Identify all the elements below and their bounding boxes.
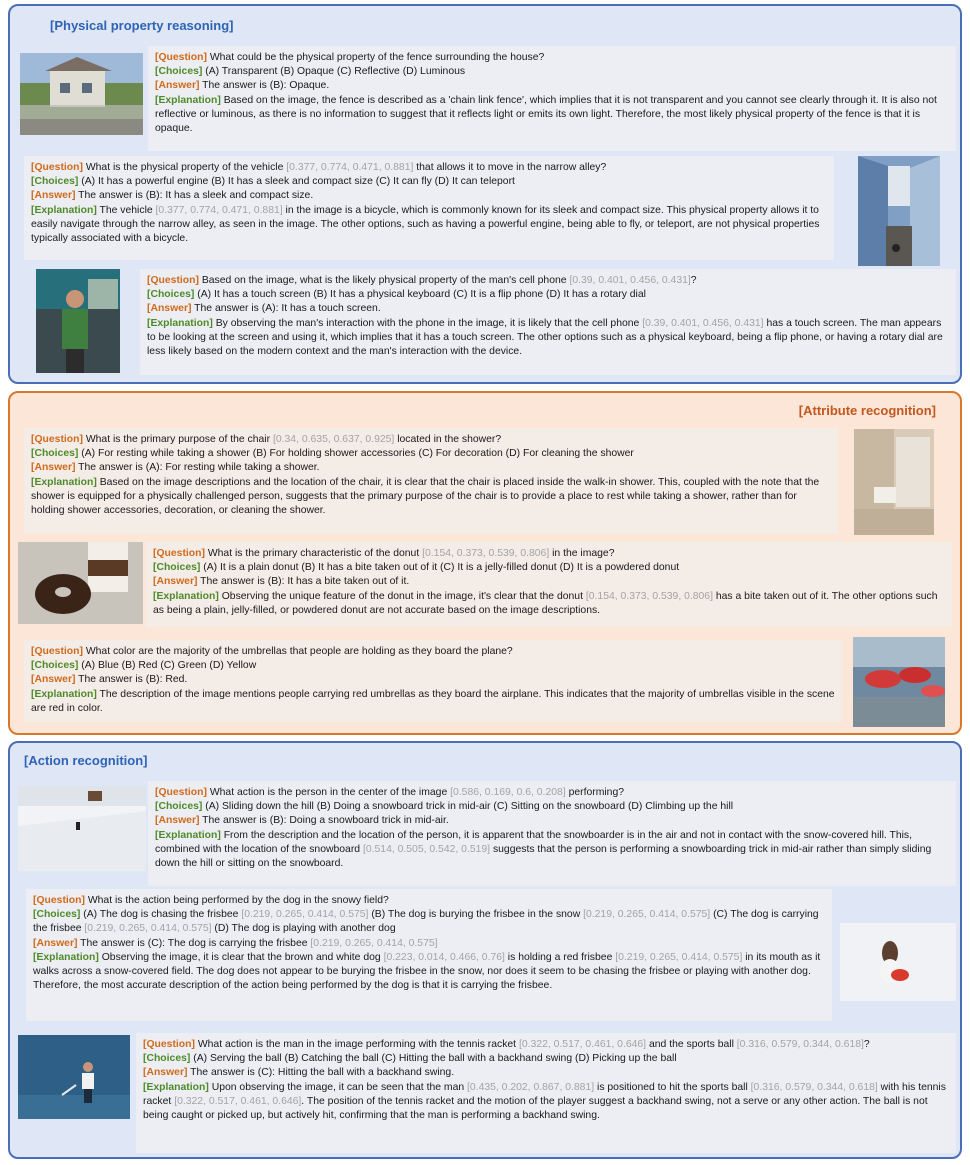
bbox-coords: [0.219, 0.265, 0.414, 0.575]	[84, 923, 212, 935]
choices-tag: [Choices]	[31, 660, 79, 672]
bbox-coords: [0.316, 0.579, 0.344, 0.618]	[736, 1039, 864, 1050]
question-text: What action is the person in the center of the image	[209, 787, 448, 798]
answer-text: The answer is (B): Opaque.	[202, 80, 330, 92]
bbox-coords: [0.219, 0.265, 0.414, 0.575]	[310, 937, 438, 949]
explanation-text: Observing the image, it is clear that the brown and white dog	[101, 951, 381, 963]
donut-coffee-photo	[18, 542, 143, 624]
choices-tag: [Choices]	[155, 66, 203, 78]
bbox-coords: [0.154, 0.373, 0.539, 0.806]	[422, 548, 550, 559]
bbox-coords: [0.39, 0.401, 0.456, 0.431]	[642, 317, 764, 329]
bbox-coords: [0.316, 0.579, 0.344, 0.618]	[750, 1081, 878, 1093]
section-title: [Physical property reasoning]	[50, 18, 234, 33]
explanation-text: Based on the image, the fence is described as a 'chain link fence', which implies that it is not transparent and you cannot see clearly through it. It is also not reflective or luminous, as there is no information to suggest that it reflects light or emits its own light. Therefore, the most likely physical property of the fence is that it is opaque.	[155, 94, 937, 135]
explanation-tag: [Explanation]	[31, 204, 97, 216]
question-text: What is the physical property of the vehicle	[85, 162, 284, 173]
choices-text: (A) Blue (B) Red (C) Green (D) Yellow	[81, 660, 257, 672]
qa-card-donut	[146, 542, 952, 627]
question-tag: [Question]	[153, 548, 205, 559]
shower-chair-photo	[854, 429, 934, 535]
bbox-coords: [0.435, 0.202, 0.867, 0.881]	[467, 1081, 595, 1093]
question-text: What could be the physical property of the fence surrounding the house?	[209, 52, 545, 63]
question-text: What action is the man in the image performing with the tennis racket	[197, 1039, 517, 1050]
explanation-text: has a touch screen. The man appears to be looking at the screen and using it, which implies that it has a touch screen. The other options such as a physical keyboard, being a flip phone, or having a rotary dial are less likely based on the modern context and the man's interaction with the device.	[147, 317, 943, 358]
answer-text: The answer is (C): Hitting the ball with a backhand swing.	[190, 1067, 455, 1079]
explanation-tag: [Explanation]	[153, 590, 219, 602]
bbox-coords: [0.39, 0.401, 0.456, 0.431]	[569, 275, 691, 286]
question-tag: [Question]	[31, 162, 83, 173]
question-text: ?	[863, 1039, 870, 1050]
explanation-text: The vehicle	[99, 204, 153, 216]
answer-text: The answer is (A): For resting while taking a shower.	[78, 462, 320, 474]
bbox-coords: [0.514, 0.505, 0.542, 0.519]	[362, 843, 491, 855]
bbox-coords: [0.34, 0.635, 0.637, 0.925]	[272, 434, 395, 445]
qa-card-dog	[26, 889, 832, 1021]
qa-card-snowboard	[148, 781, 956, 886]
answer-tag: [Answer]	[155, 815, 200, 827]
bbox-coords: [0.219, 0.265, 0.414, 0.575]	[583, 909, 711, 921]
choices-tag: [Choices]	[153, 562, 201, 574]
bbox-coords: [0.322, 0.517, 0.461, 0.646]	[518, 1039, 647, 1050]
house-fence-photo	[20, 53, 143, 135]
explanation-tag: [Explanation]	[143, 1081, 209, 1093]
explanation-text: The description of the image mentions people carrying red umbrellas as they board the airplane. This indicates that the majority of umbrellas visible in the scene are red in color.	[31, 688, 835, 714]
choices-tag: [Choices]	[147, 289, 195, 301]
section-title: [Attribute recognition]	[798, 403, 936, 418]
explanation-text: Based on the image descriptions and the location of the chair, it is clear that the chair is placed inside the walk-in shower. This, coupled with the note that the shower is equipped for a physically challenged person, suggests that the primary purpose of the chair is to provide a place to rest while taking a shower, rather than for holding shower accessories, decoration, or cleaning the shower.	[31, 476, 820, 517]
red-umbrellas-photo	[853, 637, 945, 727]
question-text: What color are the majority of the umbrellas that people are holding as they board the plane?	[85, 646, 513, 657]
explanation-text: with his tennis racket	[143, 1081, 946, 1107]
qa-card-fence	[148, 46, 956, 151]
question-tag: [Question]	[33, 895, 85, 906]
answer-tag: [Answer]	[153, 576, 198, 588]
qa-card-chair	[24, 428, 838, 534]
explanation-text: in the image is a bicycle, which is commonly known for its sleek and compact size. This physical property allows it to easily navigate through the narrow alley, as seen in the image. The other options, such as having a powerful engine, being able to fly, or teleport, are not physical properties typically associated with a bicycle.	[31, 204, 820, 245]
bbox-coords: [0.223, 0.014, 0.466, 0.76]	[383, 951, 505, 963]
explanation-text: is holding a red frisbee	[507, 951, 613, 963]
question-text: performing?	[568, 787, 625, 798]
bbox-coords: [0.377, 0.774, 0.471, 0.881]	[286, 162, 414, 173]
explanation-tag: [Explanation]	[147, 317, 213, 329]
bbox-coords: [0.154, 0.373, 0.539, 0.806]	[585, 590, 713, 602]
choices-text: (A) Serving the ball (B) Catching the ball (C) Hitting the ball with a backhand swing (D) Picking up the ball	[193, 1053, 677, 1065]
choices-tag: [Choices]	[31, 448, 79, 460]
explanation-text: has a bite taken out of it. The other options such as being a plain, jelly-filled, or powdered donut are not accurate based on the image descriptions.	[153, 590, 938, 616]
explanation-text: From the description and the location of the person, it is apparent that the snowboarder is in the air and not in contact with the snow-covered hill. This, combined with the location of the snowboard	[155, 829, 912, 855]
qa-card-phone	[140, 269, 956, 375]
answer-tag: [Answer]	[31, 674, 76, 686]
section-physical-property	[8, 4, 962, 384]
qa-card-umbrella	[24, 640, 842, 722]
choices-text: (A) Sliding down the hill (B) Doing a snowboard trick in mid-air (C) Sitting on the snowboard (D) Climbing up the hill	[205, 801, 734, 813]
answer-text: The answer is (C): The dog is carrying the frisbee	[80, 937, 308, 949]
choices-text: (A) It has a powerful engine (B) It has a sleek and compact size (C) It can fly (D) It can teleport	[81, 176, 515, 188]
question-text: and the sports ball	[648, 1039, 734, 1050]
question-tag: [Question]	[31, 434, 83, 445]
choices-tag: [Choices]	[155, 801, 203, 813]
choices-text: (B) The dog is burying the frisbee in the snow	[371, 909, 581, 921]
question-tag: [Question]	[143, 1039, 195, 1050]
section-attribute-recognition	[8, 391, 962, 735]
choices-tag: [Choices]	[143, 1053, 191, 1065]
answer-tag: [Answer]	[33, 937, 78, 949]
choices-tag: [Choices]	[31, 176, 79, 188]
question-text: in the image?	[552, 548, 615, 559]
man-phone-photo	[36, 269, 120, 373]
explanation-tag: [Explanation]	[31, 688, 97, 700]
question-tag: [Question]	[147, 275, 199, 286]
choices-text: (A) The dog is chasing the frisbee	[83, 909, 239, 921]
choices-text: (C) The dog is carrying the frisbee	[33, 909, 819, 935]
question-text: What is the primary purpose of the chair	[85, 434, 271, 445]
bbox-coords: [0.322, 0.517, 0.461, 0.646]	[174, 1095, 302, 1107]
answer-text: The answer is (B): It has a sleek and compact size.	[78, 190, 314, 202]
explanation-text: Upon observing the image, it can be seen that the man	[211, 1081, 465, 1093]
dog-frisbee-photo	[840, 923, 956, 1001]
bbox-coords: [0.219, 0.265, 0.414, 0.575]	[241, 909, 369, 921]
bbox-coords: [0.586, 0.169, 0.6, 0.208]	[450, 787, 566, 798]
bbox-coords: [0.219, 0.265, 0.414, 0.575]	[615, 951, 743, 963]
section-action-recognition	[8, 741, 962, 1159]
answer-tag: [Answer]	[147, 303, 192, 315]
question-text: Based on the image, what is the likely physical property of the man's cell phone	[201, 275, 567, 286]
choices-tag: [Choices]	[33, 909, 81, 921]
explanation-text: in its mouth as it walks across a snow-covered field. The dog does not appear to be burying the frisbee in the snow, nor does it seem to be chasing the frisbee or playing with another dog. Therefore, the most accurate description of the action being performed by the dog is that it is carrying the frisbee.	[33, 951, 821, 992]
explanation-text: is positioned to hit the sports ball	[597, 1081, 748, 1093]
answer-tag: [Answer]	[143, 1067, 188, 1079]
answer-tag: [Answer]	[31, 462, 76, 474]
explanation-text: . The position of the tennis racket and the motion of the player suggest a backhand swing, not a serve or any other action. The ball is not being caught or picked up, but actively hit, confirming that the man is performing a backhand swing.	[143, 1095, 928, 1122]
choices-text: (A) It is a plain donut (B) It has a bite taken out of it (C) It is a jelly-filled donut (D) It is a powdered donut	[203, 562, 680, 574]
explanation-tag: [Explanation]	[155, 829, 221, 841]
question-text: that allows it to move in the narrow alley?	[416, 162, 607, 173]
answer-text: The answer is (B): Red.	[78, 674, 188, 686]
answer-tag: [Answer]	[31, 190, 76, 202]
explanation-text: By observing the man's interaction with the phone in the image, it is likely that the cell phone	[215, 317, 640, 329]
answer-text: The answer is (B): It has a bite taken out of it.	[200, 576, 410, 588]
explanation-tag: [Explanation]	[155, 94, 221, 106]
question-text: located in the shower?	[397, 434, 502, 445]
answer-text: The answer is (B): Doing a snowboard trick in mid-air.	[202, 815, 449, 827]
question-text: ?	[690, 275, 697, 286]
question-tag: [Question]	[31, 646, 83, 657]
choices-text: (D) The dog is playing with another dog	[214, 923, 396, 935]
explanation-tag: [Explanation]	[33, 951, 99, 963]
snowboarder-photo	[18, 786, 146, 871]
bbox-coords: [0.377, 0.774, 0.471, 0.881]	[155, 204, 283, 216]
alley-bicycle-photo	[858, 156, 940, 266]
qa-card-tennis	[136, 1033, 956, 1153]
section-title: [Action recognition]	[24, 753, 148, 768]
explanation-tag: [Explanation]	[31, 476, 97, 488]
answer-tag: [Answer]	[155, 80, 200, 92]
qa-card-vehicle	[24, 156, 834, 260]
choices-text: (A) Transparent (B) Opaque (C) Reflective (D) Luminous	[205, 66, 466, 78]
explanation-text: Observing the unique feature of the donut in the image, it's clear that the donut	[221, 590, 583, 602]
answer-text: The answer is (A): It has a touch screen.	[194, 303, 381, 315]
explanation-text: suggests that the person is performing a snowboarding trick in mid-air rather than simply sliding down the hill or sitting on the snowboard.	[155, 843, 932, 870]
question-text: What is the primary characteristic of the donut	[207, 548, 420, 559]
question-tag: [Question]	[155, 787, 207, 798]
choices-text: (A) For resting while taking a shower (B) For holding shower accessories (C) For decoration (D) For cleaning the shower	[81, 448, 634, 460]
question-tag: [Question]	[155, 52, 207, 63]
tennis-player-photo	[18, 1035, 130, 1119]
choices-text: (A) It has a touch screen (B) It has a physical keyboard (C) It is a flip phone (D) It has a rotary dial	[197, 289, 646, 301]
question-text: What is the action being performed by the dog in the snowy field?	[87, 895, 389, 906]
